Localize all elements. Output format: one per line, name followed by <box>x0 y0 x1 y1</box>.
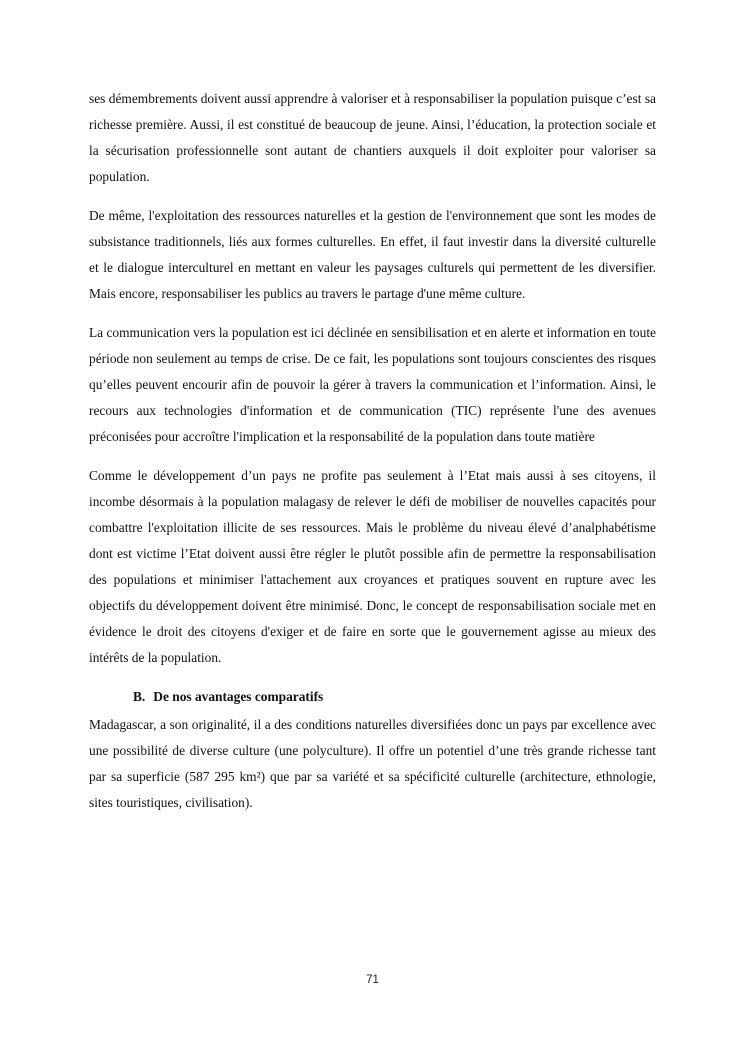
paragraph-population: ses démembrements doivent aussi apprendre à valoriser et à responsabiliser la population puisque c’est sa richesse première. Aussi, il est constitué de beaucoup de jeune. Ainsi, l’éducation, la protection sociale et la sécurisation professionnelle sont autant de chantiers auxquels il doit exploiter pour valoriser sa population. <box>89 91 656 184</box>
paragraph-development: Comme le développement d’un pays ne profite pas seulement à l’Etat mais aussi à ses citoyens, il incombe désormais à la population malagasy de relever le défi de mobiliser de nouvelles capacités pour combattre l'exploitation illicite de ses ressources. Mais le problème du niveau élevé d’analphabétisme dont est victime l’Etat doivent aussi être régler le plutôt possible afin de permettre la responsabilisation des populations et minimiser l'attachement aux croyances et pratiques souvent en rupture avec les objectifs du développement doivent être minimisé. Donc, le concept de responsabilisation sociale met en évidence le droit des citoyens d'exiger et de faire en sorte que le gouvernement agisse au mieux des intérêts de la population. <box>89 468 656 665</box>
paragraph-resources: De même, l'exploitation des ressources naturelles et la gestion de l'environnement que sont les modes de subsistance traditionnels, liés aux formes culturelles. En effet, il faut investir dans la diversité culturelle et le dialogue interculturel en mettant en valeur les paysages culturels qui permettent de les diversifier. Mais encore, responsabiliser les publics au travers le partage d'une même culture. <box>89 208 656 301</box>
paragraph-communication: La communication vers la population est ici déclinée en sensibilisation et en alerte et information en toute période non seulement au temps de crise. De ce fait, les populations sont toujours conscientes des risques qu’elles peuvent encourir afin de pouvoir la gérer à travers la communication et l’information. Ainsi, le recours aux technologies d'information et de communication (TIC) représente l'une des avenues préconisées pour accroître l'implication et la responsabilité de la population dans toute matière <box>89 325 656 444</box>
section-heading-marker: B. <box>133 689 146 704</box>
page-number: 71 <box>366 974 379 986</box>
section-heading-title: De nos avantages comparatifs <box>153 689 324 704</box>
section-heading <box>89 684 656 710</box>
document-page <box>89 86 656 829</box>
paragraph-madagascar: Madagascar, a son originalité, il a des conditions naturelles diversifiées donc un pays par excellence avec une possibilité de diverse culture (une polyculture). Il offre un potentiel d’une très grande richesse tant par sa superficie (587 295 km²) que par sa variété et sa spécificité culturelle (architecture, ethnologie, sites touristiques, civilisation). <box>89 717 656 810</box>
